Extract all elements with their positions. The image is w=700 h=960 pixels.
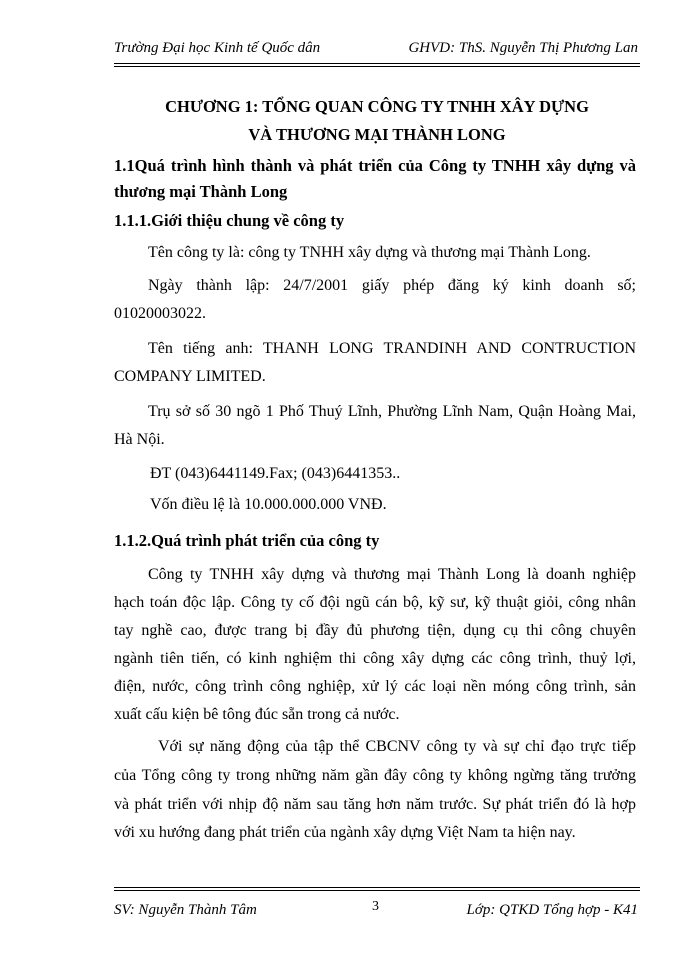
paragraph-line: Với sự năng động của tập thể CBCNV công ty và sự chỉ đạo trực tiếp (158, 738, 636, 755)
header-advisor: GHVD: ThS. Nguyễn Thị Phương Lan (408, 40, 638, 56)
company-name-text: Tên công ty là: công ty TNHH xây dựng và thương mại Thành Long. (148, 244, 591, 261)
section-1-1-1-heading: 1.1.1.Giới thiệu chung về công ty (114, 211, 345, 230)
english-name-line2: COMPANY LIMITED. (114, 368, 266, 385)
section-1-1-heading-line1: 1.1Quá trình hình thành và phát triển của Công ty TNHH xây dựng và (114, 156, 636, 175)
paragraph-line: của Tổng công ty trong những năm gần đây công ty không ngừng tăng trưởng (114, 767, 636, 784)
chapter-title-line1: CHƯƠNG 1: TỔNG QUAN CÔNG TY TNHH XÂY DỰNG (165, 97, 589, 116)
paragraph-line: xuất cấu kiện bê tông đúc sẵn trong cả nước. (114, 706, 400, 723)
page-number: 3 (372, 899, 379, 914)
page-header (114, 40, 638, 60)
address-line2: Hà Nội. (114, 431, 165, 448)
header-university: Trường Đại học Kinh tế Quốc dân (114, 40, 321, 56)
founding-date-line2: 01020003022. (114, 305, 206, 322)
section-1-1-2-heading: 1.1.2.Quá trình phát triển của công ty (114, 531, 380, 550)
header-divider (114, 63, 640, 67)
paragraph-line: và phát triển với nhịp độ năm sau tăng hơn năm trước. Sự phát triển đó là hợp (114, 796, 636, 813)
address-line1: Trụ sở số 30 ngõ 1 Phố Thuý Lĩnh, Phường Lĩnh Nam, Quận Hoàng Mai, (148, 403, 636, 420)
paragraph-line: tay nghề cao, được trang bị đầy đủ phương tiện, dụng cụ thi công chuyên (114, 622, 636, 639)
paragraph-line: điện, nước, công trình công nghiệp, xử lý các loại nền móng công trình, sản (114, 678, 636, 695)
charter-capital-text: Vốn điều lệ là 10.000.000.000 VNĐ. (150, 496, 387, 513)
paragraph-line: ngành tiên tiến, có kinh nghiệm thi công xây dựng các công trình, thuỷ lợi, (114, 650, 636, 667)
footer-class: Lớp: QTKD Tổng hợp - K41 (466, 902, 638, 918)
footer-student: SV: Nguyễn Thành Tâm (114, 902, 257, 918)
paragraph-line: với xu hướng đang phát triển của ngành xây dựng Việt Nam ta hiện nay. (114, 824, 576, 841)
paragraph-line: hạch toán độc lập. Công ty cố đội ngũ cán bộ, kỹ sư, kỹ thuật giỏi, công nhân (114, 594, 636, 611)
chapter-title-line2: VÀ THƯƠNG MẠI THÀNH LONG (248, 125, 506, 144)
page-footer (114, 899, 638, 922)
phone-fax-text: ĐT (043)6441149.Fax; (043)6441353.. (150, 465, 401, 482)
paragraph-line: Công ty TNHH xây dựng và thương mại Thành Long là doanh nghiệp (148, 566, 636, 583)
footer-divider (114, 887, 640, 891)
section-1-1-heading-line2: thương mại Thành Long (114, 182, 288, 201)
founding-date-line1: Ngày thành lập: 24/7/2001 giấy phép đăng ký kinh doanh số; (148, 277, 636, 294)
english-name-line1: Tên tiếng anh: THANH LONG TRANDINH AND CONTRUCTION (148, 340, 636, 357)
